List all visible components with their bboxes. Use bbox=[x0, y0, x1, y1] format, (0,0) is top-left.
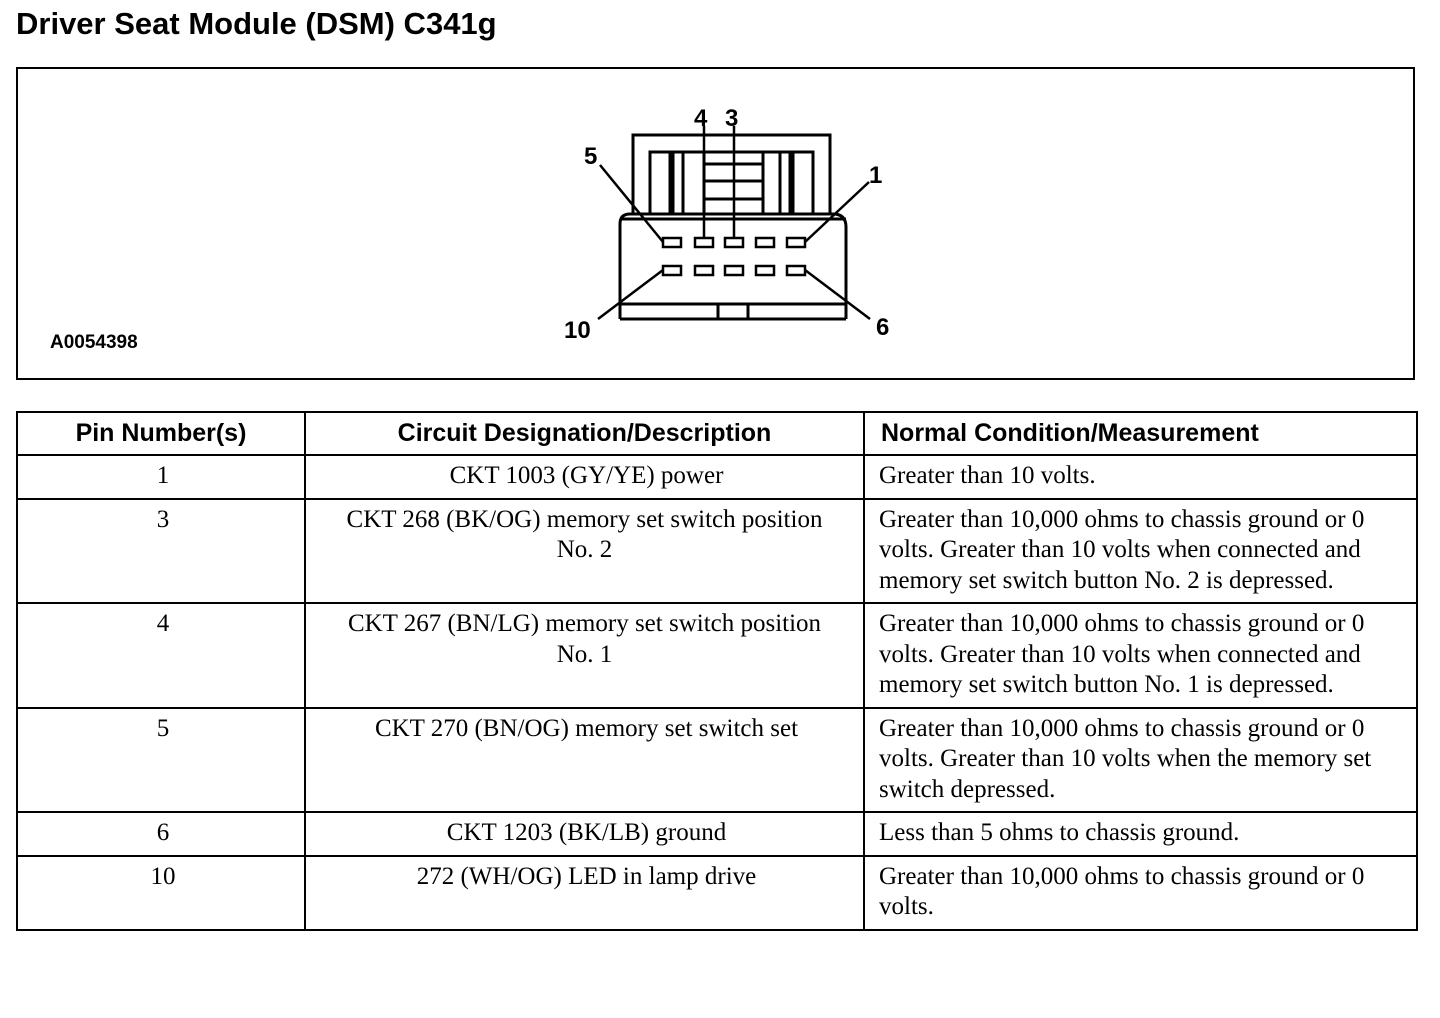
latch-left-post bbox=[673, 152, 683, 214]
connector-key bbox=[718, 304, 748, 319]
pin-label-1: 1 bbox=[869, 162, 883, 189]
latch-right-post bbox=[780, 152, 790, 214]
connector-base bbox=[620, 304, 846, 319]
cavity-3 bbox=[725, 238, 743, 247]
table-row bbox=[17, 499, 1417, 604]
cell-pin: 1 bbox=[17, 455, 305, 499]
cavity-10 bbox=[663, 266, 681, 275]
cell-pin: 10 bbox=[17, 856, 305, 930]
pin-table bbox=[16, 411, 1418, 931]
pin-label-4: 4 bbox=[694, 105, 708, 132]
cell-circuit: CKT 1203 (BK/LB) ground bbox=[305, 812, 864, 856]
table-row bbox=[17, 455, 1417, 499]
table-row bbox=[17, 603, 1417, 708]
cell-circuit: CKT 267 (BN/LG) memory set switch position No. 1 bbox=[305, 603, 864, 708]
pin-label-6: 6 bbox=[876, 314, 890, 341]
pin-label-3: 3 bbox=[725, 105, 739, 132]
cell-condition: Greater than 10 volts. bbox=[864, 455, 1417, 499]
table-header-row bbox=[17, 412, 1417, 455]
header-normal-condition: Normal Condition/Measurement bbox=[864, 412, 1417, 455]
cell-circuit: CKT 268 (BK/OG) memory set switch position No. 2 bbox=[305, 499, 864, 604]
cavity-1 bbox=[787, 238, 805, 247]
cell-circuit: 272 (WH/OG) LED in lamp drive bbox=[305, 856, 864, 930]
cell-pin: 6 bbox=[17, 812, 305, 856]
cell-circuit: CKT 1003 (GY/YE) power bbox=[305, 455, 864, 499]
cell-pin: 5 bbox=[17, 708, 305, 813]
connector-figure bbox=[16, 67, 1415, 380]
connector-diagram bbox=[18, 69, 1413, 378]
connector-latch-outline bbox=[633, 135, 830, 214]
leader-line-1 bbox=[805, 182, 869, 242]
cavity-6 bbox=[787, 266, 805, 275]
cavity-9 bbox=[695, 266, 713, 275]
table-row bbox=[17, 708, 1417, 813]
cavity-7 bbox=[756, 266, 774, 275]
latch-right-rail bbox=[793, 152, 813, 214]
cavity-4 bbox=[695, 238, 713, 247]
cell-condition: Greater than 10,000 ohms to chassis ground or 0 volts. Greater than 10 volts when connected and memory set switch button No. 1 is depressed. bbox=[864, 603, 1417, 708]
header-pin-numbers: Pin Number(s) bbox=[17, 412, 305, 455]
table-row bbox=[17, 856, 1417, 930]
figure-id: A0054398 bbox=[50, 332, 138, 353]
cell-condition: Greater than 10,000 ohms to chassis ground or 0 volts. bbox=[864, 856, 1417, 930]
cell-condition: Less than 5 ohms to chassis ground. bbox=[864, 812, 1417, 856]
latch-left-rail bbox=[650, 152, 670, 214]
pin-label-10: 10 bbox=[564, 317, 591, 344]
cavity-8 bbox=[725, 266, 743, 275]
page-title: Driver Seat Module (DSM) C341g bbox=[16, 6, 497, 41]
leader-line-6 bbox=[805, 270, 870, 319]
cell-pin: 3 bbox=[17, 499, 305, 604]
table-row bbox=[17, 812, 1417, 856]
leader-line-10 bbox=[598, 270, 663, 319]
cell-condition: Greater than 10,000 ohms to chassis ground or 0 volts. Greater than 10 volts when connected and memory set switch button No. 2 is depressed. bbox=[864, 499, 1417, 604]
cavity-2 bbox=[756, 238, 774, 247]
cell-circuit: CKT 270 (BN/OG) memory set switch set bbox=[305, 708, 864, 813]
cavity-5 bbox=[663, 238, 681, 247]
pin-label-5: 5 bbox=[584, 143, 598, 170]
cell-pin: 4 bbox=[17, 603, 305, 708]
cell-condition: Greater than 10,000 ohms to chassis ground or 0 volts. Greater than 10 volts when the memory set switch depressed. bbox=[864, 708, 1417, 813]
header-circuit-description: Circuit Designation/Description bbox=[305, 412, 864, 455]
